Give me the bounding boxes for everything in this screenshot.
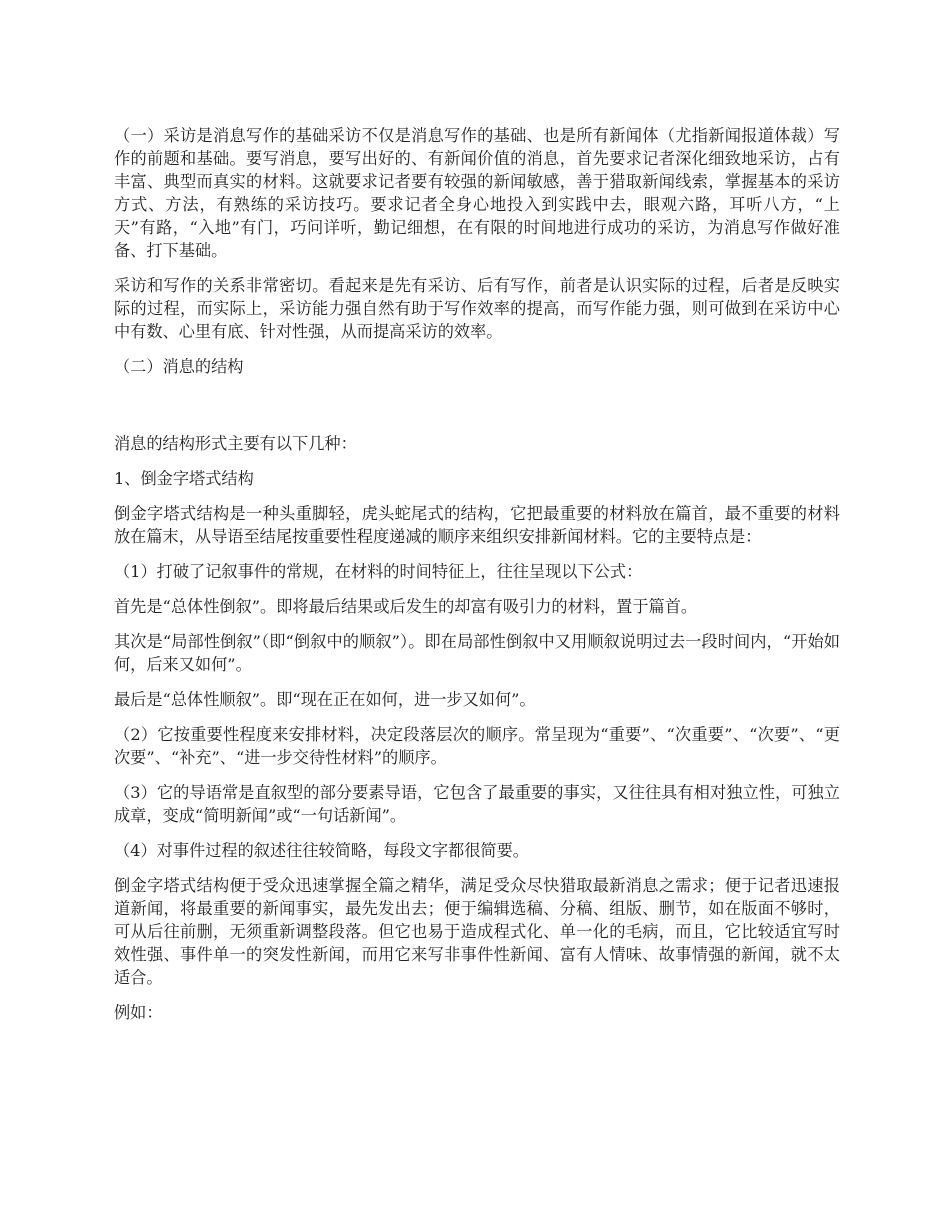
paragraph-inverted-pyramid-definition: 倒金字塔式结构是一种头重脚轻，虎头蛇尾式的结构，它把最重要的材料放在篇首，最不重要的材料放在篇末，从导语至结尾按重要性程度递减的顺序来组织安排新闻材料。它的主要特点是： — [114, 504, 840, 546]
paragraph-pros-cons: 倒金字塔式结构便于受众迅速掌握全篇之精华，满足受众尽快猎取最新消息之需求；便于记者迅速报道新闻，将最重要的新闻事实，最先发出去；便于编辑选稿、分稿、组版、删节，如在版面不够时，可从后往前删，无须重新调整段落。但它也易于造成程式化、单一化的毛病，而且，它比较适宜写时效性强、事件单一的突发性新闻，而用它来写非事件性新闻、富有人情味、故事情强的新闻，就不太适合。 — [114, 876, 840, 987]
paragraph-second-partial-flashback: 其次是“局部性倒叙”（即“倒叙中的顺叙”）。即在局部性倒叙中又用顺叙说明过去一段时间内，“开始如何，后来又如何”。 — [114, 632, 840, 674]
list-item-feature-2: （2）它按重要性程度来安排材料，决定段落层次的顺序。常呈现为“重要”、“次重要”、“次要”、“更次要”、“补充”、“进一步交待性材料”的顺序。 — [114, 725, 840, 767]
paragraph-interview-writing-relation: 采访和写作的关系非常密切。看起来是先有采访、后有写作，前者是认识实际的过程，后者是反映实际的过程，而实际上，采访能力强自然有助于写作效率的提高，而写作能力强，则可做到在采访中心中有数、心里有底、针对性强，从而提高采访的效率。 — [114, 276, 840, 341]
section-heading-news-structure: （二）消息的结构 — [114, 357, 244, 376]
document-body — [114, 124, 840, 1024]
paragraph-example-label: 例如： — [114, 1003, 163, 1022]
subheading-inverted-pyramid: 1、倒金字塔式结构 — [114, 469, 254, 488]
paragraph-finally-overall-sequence: 最后是“总体性顺叙”。即“现在正在如何，进一步又如何”。 — [114, 690, 536, 709]
list-item-feature-4: （4）对事件过程的叙述往往较简略，每段文字都很简要。 — [114, 841, 529, 860]
paragraph-structure-intro: 消息的结构形式主要有以下几种： — [114, 434, 357, 453]
list-item-feature-1: （1）打破了记叙事件的常规，在材料的时间特征上，往往呈现以下公式： — [114, 562, 643, 581]
paragraph-first-overall-flashback: 首先是“总体性倒叙”。即将最后结果或后发生的却富有吸引力的材料，置于篇首。 — [114, 597, 698, 616]
list-item-feature-3: （3）它的导语常是直叙型的部分要素导语，它包含了最重要的事实，又往往具有相对独立性，可独立成章，变成“简明新闻”或“一句话新闻”。 — [114, 783, 840, 825]
paragraph-interview-foundation: （一）采访是消息写作的基础采访不仅是消息写作的基础、也是所有新闻体（尤指新闻报道体裁）写作的前题和基础。要写消息，要写出好的、有新闻价值的消息，首先要求记者深化细致地采访，占有丰富、典型而真实的材料。这就要求记者要有较强的新闻敏感，善于猎取新闻线索，掌握基本的采访方式、方法，有熟练的采访技巧。要求记者全身心地投入到实践中去，眼观六路，耳听八方，“上天”有路，“入地”有门，巧问详听，勤记细想，在有限的时间地进行成功的采访，为消息写作做好准备、打下基础。 — [114, 126, 840, 260]
